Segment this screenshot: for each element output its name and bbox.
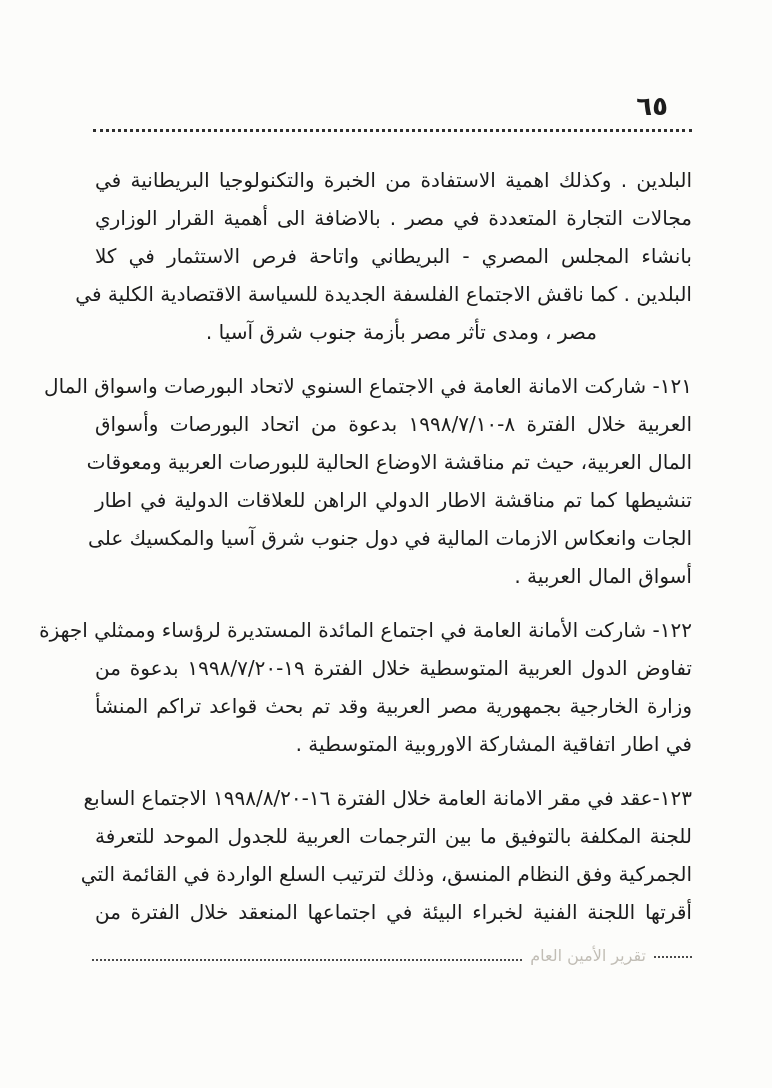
text-line: البلدين . كما ناقش الاجتماع الفلسفة الجديدة للسياسة الاقتصادية الكلية في <box>75 282 692 306</box>
text-line: بانشاء المجلس المصري - البريطاني واتاحة فرص الاستثمار في كلا <box>95 244 692 268</box>
text-line: وزارة الخارجية بجمهورية مصر العربية وقد تم بحث قواعد تراكم المنشأ <box>95 694 692 718</box>
text-line: مجالات التجارة المتعددة في مصر . بالاضافة الى أهمية القرار الوزاري <box>95 206 692 230</box>
para-continuation <box>75 161 692 351</box>
footer-rule-long <box>92 959 522 961</box>
text-line: مصر ، ومدى تأثر مصر بأزمة جنوب شرق آسيا . <box>205 320 597 344</box>
footer-rule-short <box>654 956 692 958</box>
text-line: المال العربية، حيث تم مناقشة الاوضاع الحالية للبورصات العربية ومعوقات <box>86 450 692 474</box>
item-121 <box>44 367 692 595</box>
page-footer <box>92 946 692 969</box>
text-line: العربية خلال الفترة ٨-١٩٩٨/٧/١٠ بدعوة من اتحاد البورصات وأسواق <box>95 412 692 436</box>
text-line: ١٢١- شاركت الامانة العامة في الاجتماع السنوي لاتحاد البورصات واسواق المال <box>44 374 692 398</box>
document-body <box>39 161 692 931</box>
text-line: أسواق المال العربية . <box>514 564 692 588</box>
item-122 <box>39 611 692 763</box>
header-rule <box>93 129 692 132</box>
footer-faint-note: تقرير الأمين العام <box>530 946 646 965</box>
text-line: أقرتها اللجنة الفنية لخبراء البيئة في اجتماعها المنعقد خلال الفترة من <box>95 900 692 924</box>
text-line: تفاوض الدول العربية المتوسطية خلال الفترة ١٩-١٩٩٨/٧/٢٠ بدعوة من <box>95 656 692 680</box>
page-number: ٦٥ <box>636 92 668 122</box>
text-line: الجات وانعكاس الازمات المالية في دول جنوب شرق آسيا والمكسيك على <box>88 526 692 550</box>
text-line: البلدين . وكذلك اهمية الاستفادة من الخبرة والتكنولوجيا البريطانية في <box>95 168 692 192</box>
text-line: تنشيطها كما تم مناقشة الاطار الدولي الراهن للعلاقات الدولية في اطار <box>95 488 692 512</box>
text-line: ١٢٢- شاركت الأمانة العامة في اجتماع المائدة المستديرة لرؤساء وممثلي اجهزة <box>39 618 692 642</box>
text-line: للجنة المكلفة بالتوفيق ما بين الترجمات العربية للجدول الموحد للتعرفة <box>95 824 692 848</box>
item-123 <box>80 779 692 931</box>
text-line: في اطار اتفاقية المشاركة الاوروبية المتوسطية . <box>295 732 692 756</box>
text-line: الجمركية وفق النظام المنسق، وذلك لترتيب السلع الواردة في القائمة التي <box>80 862 692 886</box>
text-line: ١٢٣-عقد في مقر الامانة العامة خلال الفترة ١٦-١٩٩٨/٨/٢٠ الاجتماع السابع <box>83 786 692 810</box>
